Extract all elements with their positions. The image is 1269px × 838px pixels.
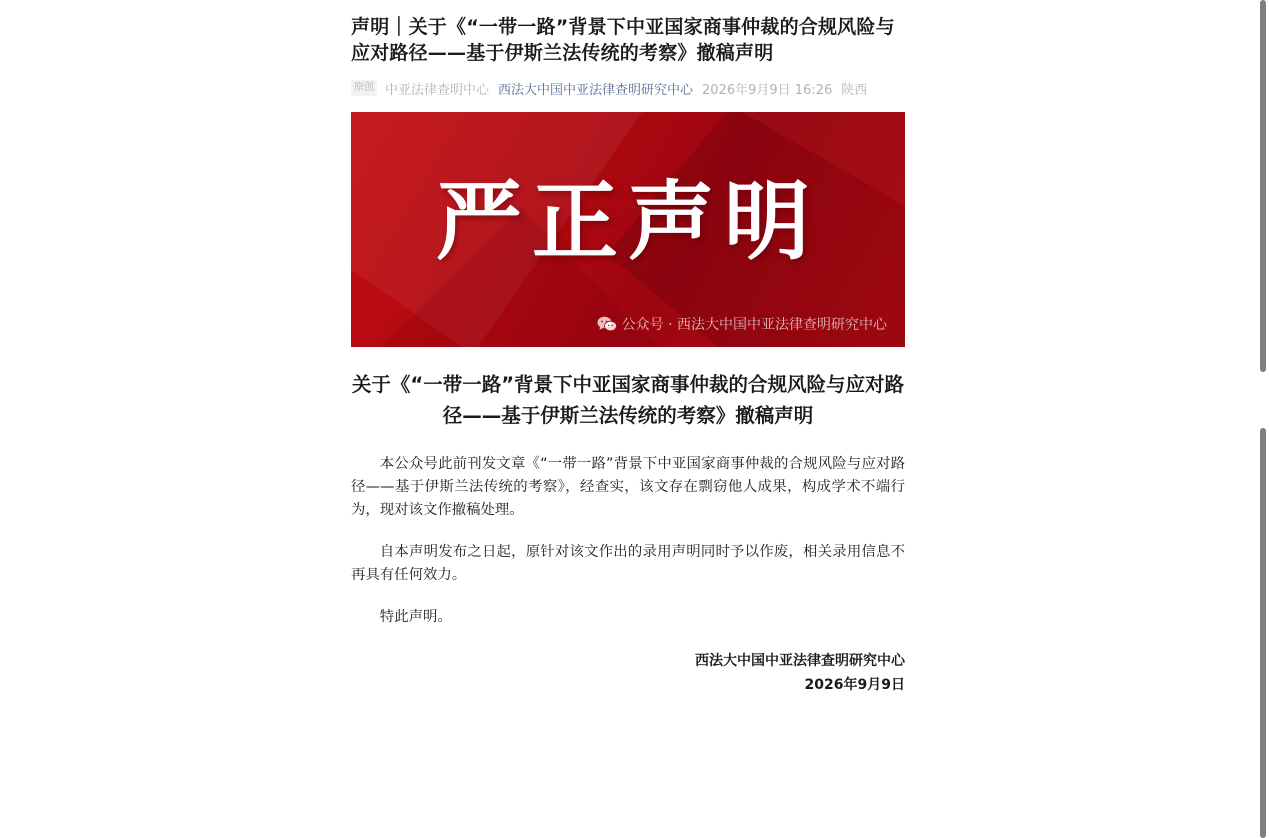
scrollbar-thumb[interactable] [1260,0,1266,372]
author-name: 中亚法律查明中心 [385,82,490,98]
signature-org: 西法大中国中亚法律查明研究中心 [695,653,905,669]
signature-block [351,649,905,697]
article [351,14,905,697]
wechat-icon [597,316,617,332]
account-link[interactable]: 西法大中国中亚法律查明研究中心 [498,82,694,98]
statement-paragraph: 特此声明。 [379,609,452,625]
statement-paragraph: 本公众号此前刊发文章《“一带一路”背景下中亚国家商事仲裁的合规风险与应对路径——基于伊斯兰法传统的考察》，经查实，该文存在剽窃他人成果，构成学术不端行为，现对该文作撤稿处理。 [351,456,905,518]
scrollbar[interactable] [1257,0,1269,838]
publish-location: 陕西 [841,82,868,98]
original-badge: 原创 [351,80,377,96]
banner-watermark [597,314,887,334]
statement-heading: 关于《“一带一路”背景下中亚国家商事仲裁的合规风险与应对路径——基于伊斯兰法传统的考察》撤稿声明 [351,373,905,427]
article-title: 声明｜关于《“一带一路”背景下中亚国家商事仲裁的合规风险与应对路径——基于伊斯兰法传统的考察》撤稿声明 [351,16,895,64]
publish-time: 2026年9月9日 16:26 [702,82,833,98]
signature-date: 2026年9月9日 [804,677,905,693]
watermark-text: 公众号 · 西法大中国中亚法律查明研究中心 [621,317,887,333]
article-meta [351,78,905,98]
scrollbar-thumb[interactable] [1260,428,1266,838]
statement-paragraph: 自本声明发布之日起，原针对该文作出的录用声明同时予以作废，相关录用信息不再具有任何效力。 [351,544,905,583]
banner-headline: 严正声明 [436,172,820,272]
banner-image [351,112,905,347]
